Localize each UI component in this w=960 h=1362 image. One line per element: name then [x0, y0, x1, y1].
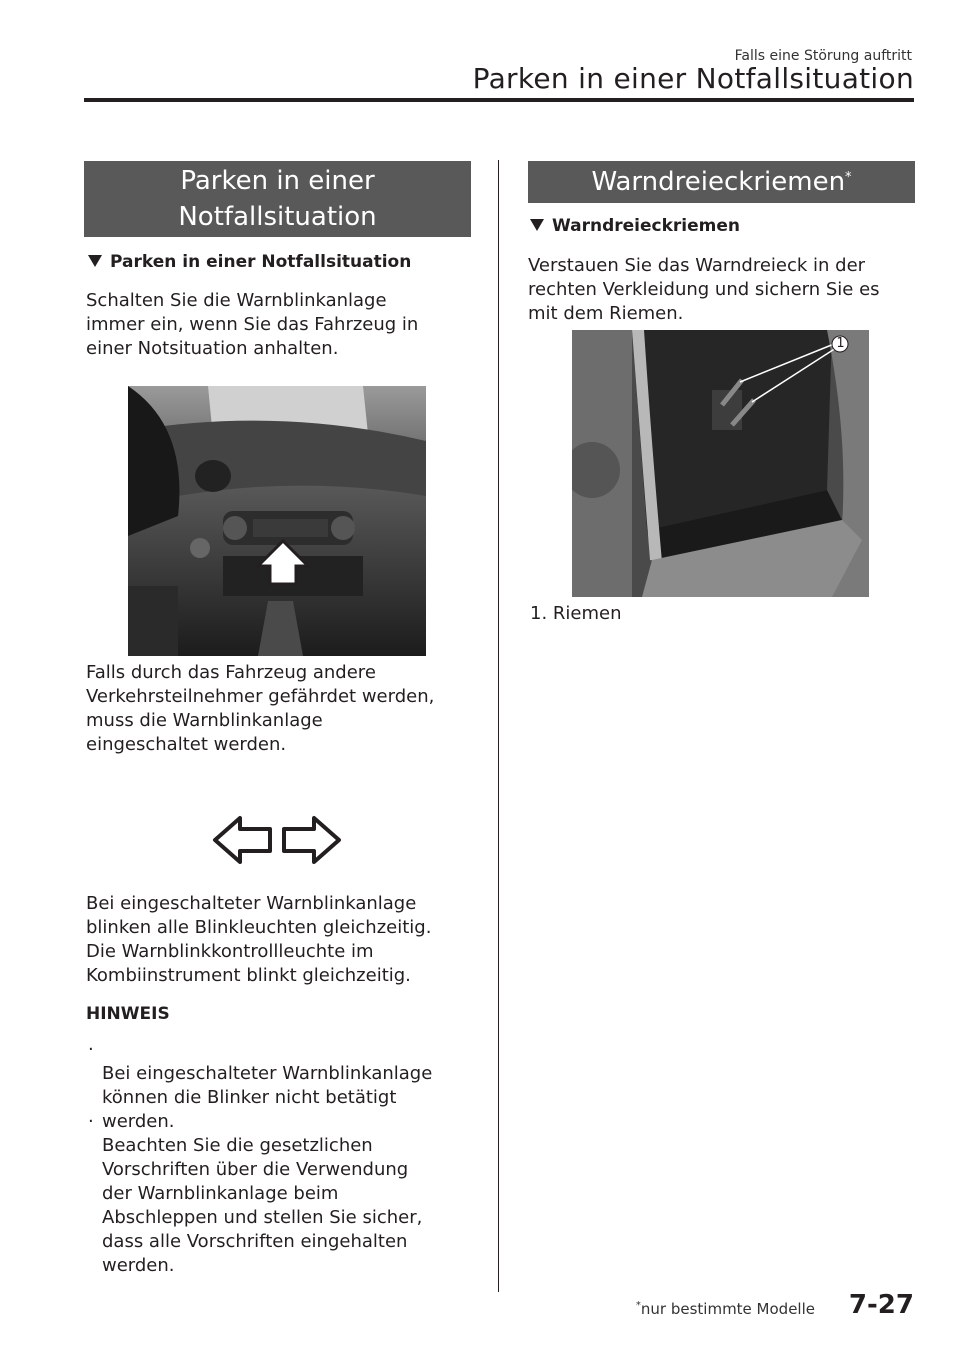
asterisk-marker: * [845, 170, 852, 185]
paragraph-endangerment: Falls durch das Fahrzeug andere Verkehrsteilnehmer gefährdet werden, muss die Warnblinkanlage eingeschaltet werden. [86, 662, 435, 755]
page-number: 7-27 [848, 1290, 914, 1320]
image-caption: 1. Riemen [530, 603, 622, 624]
header-rule [84, 98, 914, 102]
section-title-band [84, 161, 471, 237]
subheading-parking [88, 252, 411, 272]
callout-number: 1 [836, 336, 845, 351]
paragraph-hazard-intro: Schalten Sie die Warnblinkanlage immer ein, wenn Sie das Fahrzeug in einer Notsituation anhalten. [86, 290, 419, 359]
turn-signal-arrows-icon [212, 815, 342, 865]
section-title-band-right [528, 161, 915, 203]
section-title-line2: Notfallsituation [178, 202, 377, 232]
footnote-text: nur bestimmte Modelle [640, 1300, 815, 1318]
triangle-bullet-icon [88, 255, 102, 267]
footnote-asterisk: * [635, 1300, 641, 1311]
page-header-title: Parken in einer Notfallsituation [472, 62, 914, 95]
trunk-illustration [572, 330, 869, 597]
subheading-strap [530, 216, 740, 236]
column-divider [498, 160, 499, 1292]
dashboard-illustration [128, 386, 426, 656]
chapter-label: Falls eine Störung auftritt [734, 48, 912, 64]
bullet-dot: · [88, 1039, 94, 1060]
section-title-line1: Parken in einer [180, 166, 375, 196]
subheading-strap-text: Warndreieckriemen [552, 216, 741, 236]
footnote [636, 1300, 815, 1318]
note-item-1-text: Bei eingeschalteter Warnblinkanlage können die Blinker nicht betätigt werden. [102, 1063, 433, 1132]
section-title-right: Warndreieckriemen [591, 167, 846, 197]
subheading-text: Parken in einer Notfallsituation [110, 252, 412, 272]
bullet-dot: · [88, 1111, 94, 1132]
trunk-photo [572, 330, 869, 597]
note-item-2-text: Beachten Sie die gesetzlichen Vorschriften über die Verwendung der Warnblinkanlage beim Abschleppen und stellen Sie sicher, dass alle Vorschriften eingehalten werden. [102, 1135, 423, 1276]
triangle-bullet-icon [530, 219, 544, 231]
paragraph-blink-behaviour: Bei eingeschalteter Warnblinkanlage blinken alle Blinkleuchten gleichzeitig. Die Warnblinkkontrollleuchte im Kombiinstrument blinkt gleichzeitig. [86, 893, 432, 986]
note-item-2 [88, 1110, 482, 1278]
paragraph-strap: Verstauen Sie das Warndreieck in der rechten Verkleidung und sichern Sie es mit dem Riemen. [528, 255, 880, 324]
note-label: HINWEIS [86, 1004, 170, 1024]
dashboard-photo [128, 386, 426, 656]
